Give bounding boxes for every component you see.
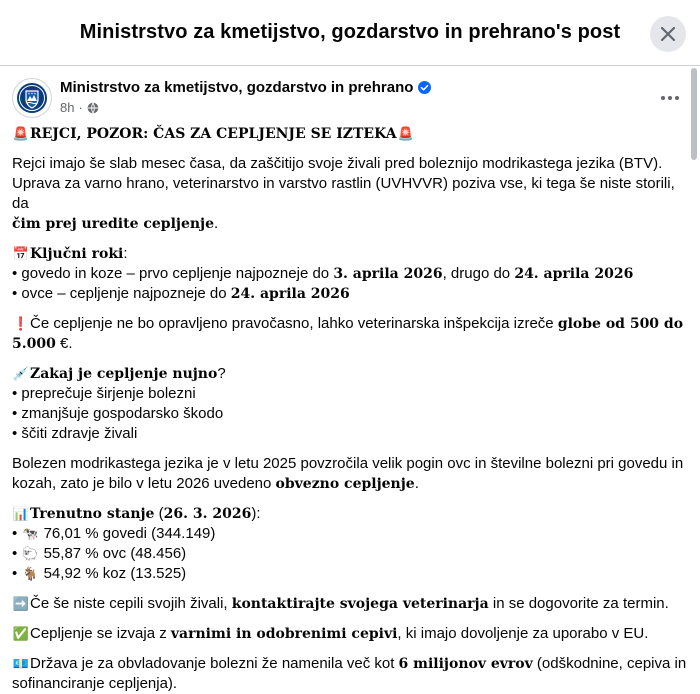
globe-icon[interactable] [87,102,99,114]
siren-icon: 🚨 [12,126,30,141]
meta-separator: · [78,100,83,115]
more-options-button[interactable] [656,88,684,108]
close-button[interactable] [650,16,686,52]
siren-icon: 🚨 [397,126,414,141]
arrow-right-icon: ➡️ [12,596,30,611]
list-item: 55,87 % ovc (48.456) [43,545,187,562]
fine-paragraph: ❗Če cepljenje ne bo opravljeno pravočasno, lahko veterinarska inšpekcija izreče globe od 500 do 5.000 €. [12,315,684,352]
exclamation-icon: ❗ [12,316,30,331]
status-section: 📊Trenutno stanje (26. 3. 2026): • 🐄 76,01 % govedi (344.149) • 🐑 55,87 % ovc (48.456) • 🐐 54,92 % koz (13.525) [12,505,261,582]
money-icon: 💶 [12,656,30,671]
list-item: • zmanjšuje gospodarsko škodo [12,405,224,422]
list-item: • ščiti zdravje živali [12,425,138,442]
dialog-header [0,0,700,66]
close-icon [661,27,675,41]
cow-icon: 🐄 [22,526,39,541]
alert-heading: 🚨REJCI, POZOR: ČAS ZA CEPLJENJE SE IZTEKA🚨 [12,126,414,142]
intro-paragraph: Rejci imajo še slab mesec časa, da zaščitijo svoje živali pred boleznijo modrikastega jezika (BTV). Uprava za varno hrano, veterinarstvo in varstvo rastlin (UVHVVR) poziva vse, ki tega še niste storili, da čim prej uredite cepljenje. [12,155,675,232]
goat-icon: 🐐 [22,566,39,581]
calendar-icon: 📅 [12,246,30,261]
funds-paragraph: 💶Država je za obvladovanje bolezni že namenila več kot 6 milijonov evrov (odškodnine, cepiva in sofinanciranje cepljenja). [12,655,687,692]
coat-of-arms-icon [16,82,48,114]
verified-badge-icon [418,81,431,94]
vaccine-paragraph: ✅Cepljenje se izvaja z varnimi in odobrenimi cepivi, ki imajo dovoljenje za uporabo v EU. [12,625,649,642]
list-item: 54,92 % koz (13.525) [43,565,187,582]
more-icon [661,96,679,100]
bar-chart-icon: 📊 [12,506,30,521]
post-header [12,76,684,120]
scrollbar-thumb[interactable] [691,68,697,160]
post-meta [60,100,99,115]
why-section: 💉Zakaj je cepljenje nujno? • preprečuje širjenje bolezni • zmanjšuje gospodarsko škodo • ščiti zdravje živali [12,365,226,442]
avatar[interactable] [12,78,52,118]
deadlines-section: 📅Ključni roki: • govedo in koze – prvo cepljenje najpozneje do 3. aprila 2026, drugo do 24. aprila 2026 • ovce – cepljenje najpozneje do 24. aprila 2026 [12,245,634,302]
disease-paragraph: Bolezen modrikastega jezika je v letu 2025 povzročila velik pogin ovc in številne bolezni pri govedu in kozah, zato je bilo v letu 2026 uvedeno obvezno cepljenje. [12,455,684,492]
dialog-title: Ministrstvo za kmetijstvo, gozdarstvo in prehrano's post [79,21,621,43]
author-name[interactable]: Ministrstvo za kmetijstvo, gozdarstvo in prehrano [60,79,414,96]
post-author[interactable] [60,79,431,96]
contact-paragraph: ➡️Če še niste cepili svojih živali, kontaktirajte svojega veterinarja in se dogovorite za termin. [12,595,669,612]
post-time[interactable]: 8h [60,100,75,115]
post-body [12,124,688,694]
syringe-icon: 💉 [12,366,30,381]
list-item: • preprečuje širjenje bolezni [12,385,196,402]
list-item: 76,01 % govedi (344.149) [43,525,216,542]
check-mark-icon: ✅ [12,626,30,641]
sheep-icon: 🐑 [22,546,39,561]
